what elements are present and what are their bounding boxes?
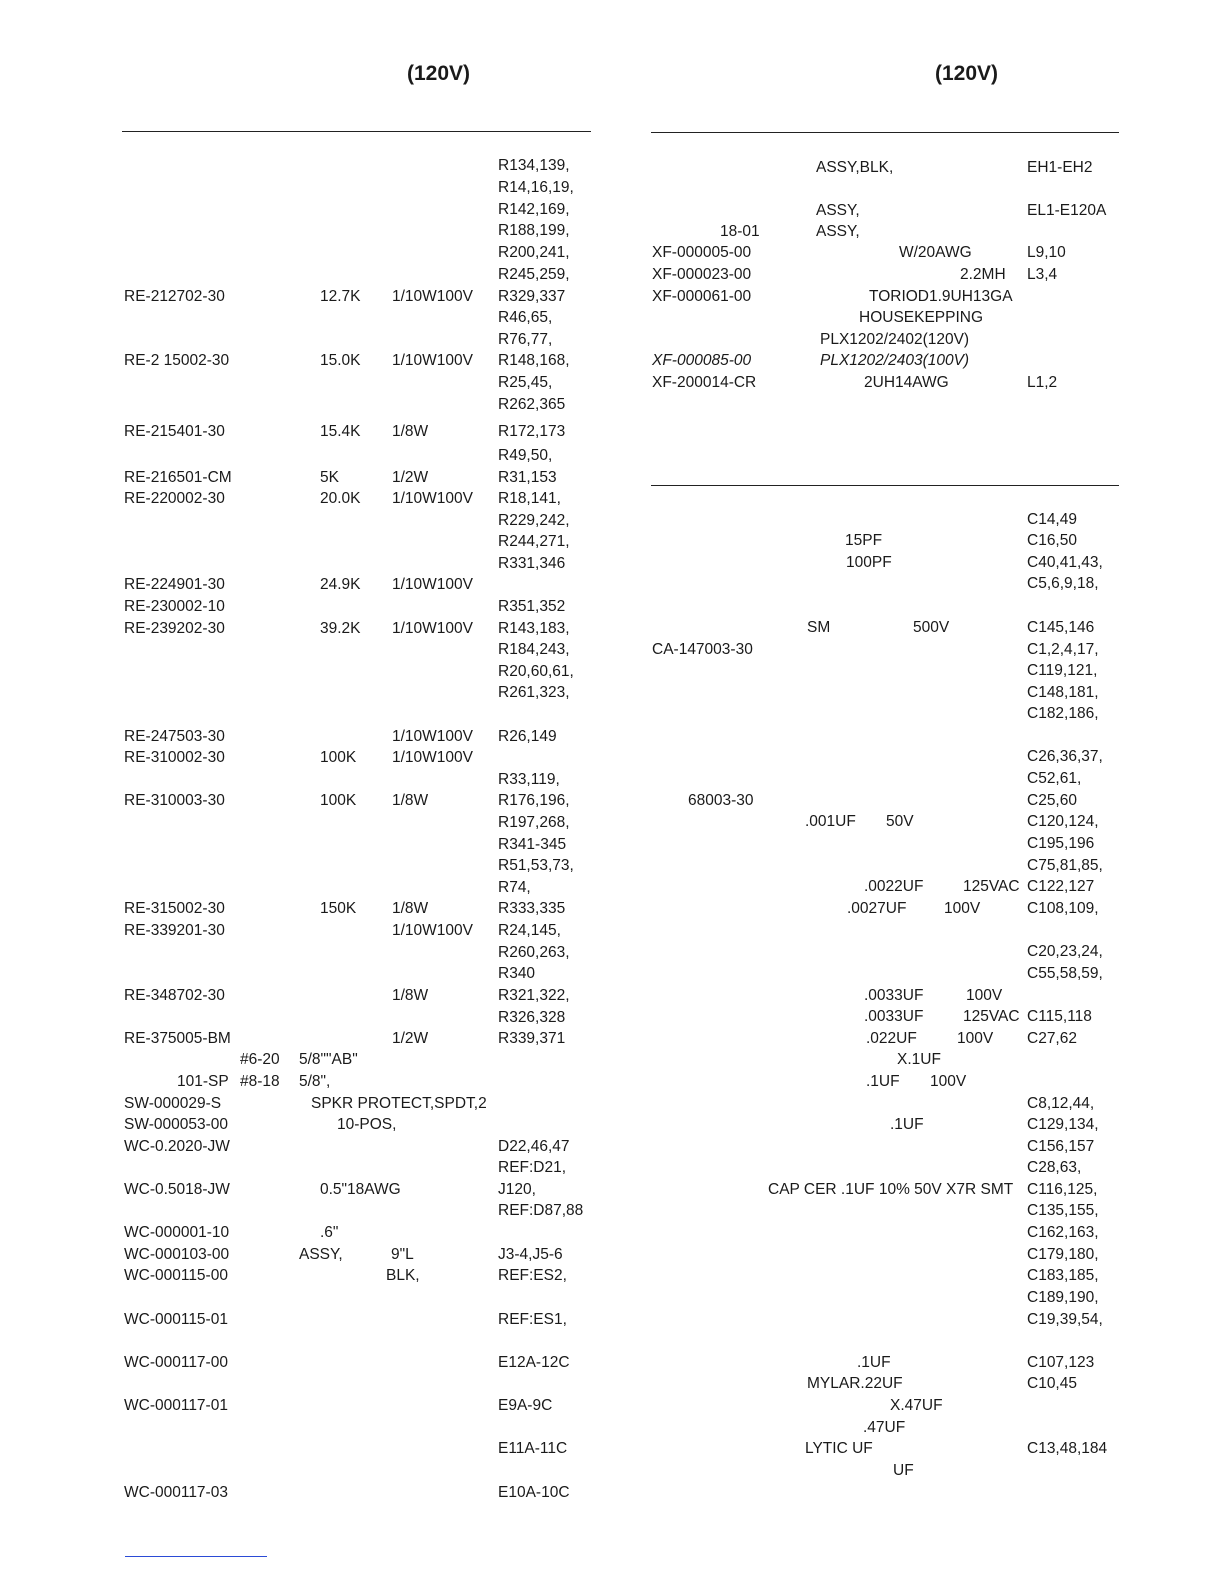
reference-designators: C115,118	[1027, 1008, 1092, 1025]
part-number: WC-000117-01	[124, 1397, 228, 1414]
item-description: 2.2MH	[960, 266, 1006, 283]
reference-designators: R329,337	[498, 288, 566, 305]
power-rating: 1/8W	[392, 987, 429, 1004]
item-text: SW-000053-00	[124, 1116, 228, 1133]
reference-designators: R142,169,	[498, 201, 570, 218]
part-number: 18-01	[720, 223, 760, 240]
reference-designators: R46,65,	[498, 309, 553, 326]
item-description: .47UF	[863, 1419, 906, 1436]
reference-designators: C27,62	[1027, 1030, 1077, 1047]
power-rating: 1/10W100V	[392, 922, 473, 939]
reference-designators: C16,50	[1027, 532, 1077, 549]
resistance-value: 100K	[320, 792, 357, 809]
reference-designators: C135,155,	[1027, 1202, 1099, 1219]
reference-designators: L1,2	[1027, 374, 1058, 391]
part-number: WC-000117-03	[124, 1484, 228, 1501]
reference-designators: D22,46,47	[498, 1138, 570, 1155]
voltage-rating: 125VAC	[963, 1008, 1020, 1025]
reference-designators: E11A-11C	[498, 1440, 568, 1457]
part-number: WC-000001-10	[124, 1224, 230, 1241]
power-rating: 1/10W100V	[392, 576, 473, 593]
power-rating: 1/8W	[392, 792, 429, 809]
reference-designators: C182,186,	[1027, 705, 1099, 722]
reference-designators: C129,134,	[1027, 1116, 1099, 1133]
reference-designators: EH1-EH2	[1027, 159, 1093, 176]
item-description-2: BLK,	[386, 1267, 420, 1284]
power-rating: 1/8W	[392, 423, 429, 440]
part-number: RE-2 15002-30	[124, 352, 230, 369]
part-number: RE-315002-30	[124, 900, 225, 917]
part-number: WC-0.5018-JW	[124, 1181, 230, 1198]
reference-designators: REF:D21,	[498, 1159, 567, 1176]
reference-designators: C179,180,	[1027, 1246, 1099, 1263]
reference-designators: C8,12,44,	[1027, 1095, 1095, 1112]
reference-designators: C183,185,	[1027, 1267, 1099, 1284]
power-rating: 1/8W	[392, 900, 429, 917]
part-number: RE-310002-30	[124, 749, 225, 766]
reference-designators: C162,163,	[1027, 1224, 1099, 1241]
reference-designators: R262,365	[498, 396, 566, 413]
voltage-rating: 50V	[886, 813, 914, 830]
item-description: .0022UF	[864, 878, 924, 895]
reference-designators: C122,127	[1027, 878, 1095, 895]
reference-designators: C26,36,37,	[1027, 748, 1103, 765]
reference-designators: R184,243,	[498, 641, 570, 658]
item-description: UF	[893, 1462, 914, 1479]
voltage-rating: 125VAC	[963, 878, 1020, 895]
reference-designators: R31,153	[498, 469, 557, 486]
resistance-value: 24.9K	[320, 576, 361, 593]
power-rating: 1/10W100V	[392, 620, 473, 637]
voltage-rating: 100V	[930, 1073, 967, 1090]
reference-designators: R51,53,73,	[498, 857, 574, 874]
reference-designators: R26,149	[498, 728, 557, 745]
item-description: .0027UF	[847, 900, 907, 917]
reference-designators: C19,39,54,	[1027, 1311, 1103, 1328]
voltage-rating: 100V	[957, 1030, 994, 1047]
reference-designators: C20,23,24,	[1027, 943, 1103, 960]
reference-designators: R200,241,	[498, 244, 570, 261]
item-description: CAP CER .1UF 10% 50V X7R SMT	[768, 1181, 1014, 1198]
part-number: CA-147003-30	[652, 641, 753, 658]
voltage-rating: 100V	[944, 900, 981, 917]
power-rating: 1/10W100V	[392, 728, 473, 745]
item-description: 0.5"18AWG	[320, 1181, 401, 1198]
reference-designators: R331,346	[498, 555, 566, 572]
reference-designators: R245,259,	[498, 266, 570, 283]
power-rating: 1/2W	[392, 469, 429, 486]
part-number: XF-000085-00	[652, 352, 752, 369]
part-number: RE-348702-30	[124, 987, 225, 1004]
reference-designators: R74,	[498, 879, 531, 896]
item-description: SM	[807, 619, 831, 636]
item-description: ASSY,	[816, 223, 860, 240]
item-description: .0033UF	[864, 987, 924, 1004]
resistance-value: 15.4K	[320, 423, 361, 440]
item-text: SPKR PROTECT,SPDT,2	[311, 1095, 487, 1112]
item-text: SW-000029-S	[124, 1095, 222, 1112]
reference-designators: R148,168,	[498, 352, 570, 369]
reference-designators: L9,10	[1027, 244, 1066, 261]
item-description: .1UF	[890, 1116, 924, 1133]
reference-designators: R261,323,	[498, 684, 570, 701]
item-text: 10-POS,	[337, 1116, 397, 1133]
reference-designators: J3-4,J5-6	[498, 1246, 563, 1263]
part-number: XF-000061-00	[652, 288, 752, 305]
power-rating: 1/10W100V	[392, 288, 473, 305]
power-rating: 1/2W	[392, 1030, 429, 1047]
reference-designators: REF:ES2,	[498, 1267, 567, 1284]
reference-designators: R134,139,	[498, 157, 570, 174]
reference-designators: R333,335	[498, 900, 566, 917]
reference-designators: R341-345	[498, 836, 567, 853]
reference-designators: C108,109,	[1027, 900, 1099, 917]
left-top-rule	[122, 131, 591, 132]
reference-designators: R176,196,	[498, 792, 570, 809]
item-description: .1UF	[866, 1073, 900, 1090]
reference-designators: C25,60	[1027, 792, 1077, 809]
reference-designators: R188,199,	[498, 222, 570, 239]
right-column-title: (120V)	[935, 62, 999, 85]
resistance-value: 15.0K	[320, 352, 361, 369]
resistance-value: 12.7K	[320, 288, 361, 305]
right-section-rule	[651, 485, 1119, 486]
part-number: RE-216501-CM	[124, 469, 232, 486]
item-description: X.47UF	[890, 1397, 943, 1414]
item-description: LYTIC UF	[805, 1440, 873, 1457]
reference-designators: R14,16,19,	[498, 179, 574, 196]
part-number: RE-375005-BM	[124, 1030, 231, 1047]
reference-designators: C40,41,43,	[1027, 554, 1103, 571]
resistance-value: 150K	[320, 900, 357, 917]
reference-designators: REF:ES1,	[498, 1311, 567, 1328]
item-description: .022UF	[866, 1030, 917, 1047]
item-description-2: 9"L	[391, 1246, 414, 1263]
reference-designators: C5,6,9,18,	[1027, 575, 1099, 592]
resistance-value: 20.0K	[320, 490, 361, 507]
part-number: RE-212702-30	[124, 288, 225, 305]
reference-designators: R197,268,	[498, 814, 570, 831]
reference-designators: R340	[498, 965, 536, 982]
item-description: ASSY,	[299, 1246, 343, 1263]
part-number: WC-000115-01	[124, 1311, 228, 1328]
part-number: WC-000117-00	[124, 1354, 228, 1371]
voltage-rating: 500V	[913, 619, 950, 636]
part-number: RE-310003-30	[124, 792, 225, 809]
part-number: RE-339201-30	[124, 922, 225, 939]
left-column-title: (120V)	[407, 62, 471, 85]
part-number: 68003-30	[688, 792, 754, 809]
part-number: XF-000005-00	[652, 244, 752, 261]
item-text: #8-18	[240, 1073, 280, 1090]
reference-designators: E12A-12C	[498, 1354, 570, 1371]
reference-designators: C55,58,59,	[1027, 965, 1103, 982]
reference-designators: R326,328	[498, 1009, 566, 1026]
reference-designators: E9A-9C	[498, 1397, 553, 1414]
footer-link-underline[interactable]	[125, 1556, 267, 1557]
reference-designators: R25,45,	[498, 374, 553, 391]
item-description: PLX1202/2402(120V)	[820, 331, 970, 348]
reference-designators: REF:D87,88	[498, 1202, 584, 1219]
reference-designators: R321,322,	[498, 987, 570, 1004]
reference-designators: R229,242,	[498, 512, 570, 529]
item-description: ASSY,	[816, 202, 860, 219]
reference-designators: C120,124,	[1027, 813, 1099, 830]
reference-designators: C52,61,	[1027, 770, 1082, 787]
item-description: .1UF	[857, 1354, 891, 1371]
part-number: RE-215401-30	[124, 423, 225, 440]
item-description: HOUSEKEPPING	[859, 309, 984, 326]
reference-designators: R76,77,	[498, 331, 553, 348]
part-number: XF-200014-CR	[652, 374, 757, 391]
part-number: WC-000115-00	[124, 1267, 228, 1284]
reference-designators: R339,371	[498, 1030, 566, 1047]
reference-designators: R49,50,	[498, 447, 553, 464]
reference-designators: R24,145,	[498, 922, 561, 939]
reference-designators: C156,157	[1027, 1138, 1095, 1155]
resistance-value: 39.2K	[320, 620, 361, 637]
reference-designators: J120,	[498, 1181, 536, 1198]
reference-designators: C148,181,	[1027, 684, 1099, 701]
item-description: .6"	[320, 1224, 339, 1241]
part-number: RE-220002-30	[124, 490, 225, 507]
reference-designators: R33,119,	[498, 771, 560, 788]
part-number: WC-0.2020-JW	[124, 1138, 230, 1155]
reference-designators: R20,60,61,	[498, 663, 574, 680]
item-description: 100PF	[846, 554, 892, 571]
reference-designators: R260,263,	[498, 944, 570, 961]
part-number: RE-224901-30	[124, 576, 225, 593]
reference-designators: C107,123	[1027, 1354, 1095, 1371]
reference-designators: C14,49	[1027, 511, 1077, 528]
reference-designators: C10,45	[1027, 1375, 1077, 1392]
item-description: .001UF	[805, 813, 856, 830]
item-description: 15PF	[845, 532, 883, 549]
part-number: RE-230002-10	[124, 598, 225, 615]
reference-designators: EL1-E120A	[1027, 202, 1107, 219]
part-number: XF-000023-00	[652, 266, 752, 283]
item-description: .0033UF	[864, 1008, 924, 1025]
reference-designators: E10A-10C	[498, 1484, 570, 1501]
reference-designators: C195,196	[1027, 835, 1095, 852]
power-rating: 1/10W100V	[392, 749, 473, 766]
item-description: X.1UF	[897, 1051, 941, 1068]
item-text: #6-20	[240, 1051, 280, 1068]
item-text: 101-SP	[177, 1073, 229, 1090]
part-number: WC-000103-00	[124, 1246, 230, 1263]
right-top-rule	[651, 132, 1119, 133]
reference-designators: R172,173	[498, 423, 566, 440]
item-description: 2UH14AWG	[864, 374, 949, 391]
power-rating: 1/10W100V	[392, 352, 473, 369]
reference-designators: R18,141,	[498, 490, 561, 507]
part-number: RE-239202-30	[124, 620, 225, 637]
reference-designators: R351,352	[498, 598, 566, 615]
reference-designators: C28,63,	[1027, 1159, 1082, 1176]
resistance-value: 100K	[320, 749, 357, 766]
item-description: W/20AWG	[899, 244, 972, 261]
item-text: 5/8""AB"	[299, 1051, 358, 1068]
reference-designators: C145,146	[1027, 619, 1095, 636]
item-description: PLX1202/2403(100V)	[820, 352, 970, 369]
reference-designators: C116,125,	[1027, 1181, 1098, 1198]
resistance-value: 5K	[320, 469, 339, 486]
reference-designators: R244,271,	[498, 533, 570, 550]
power-rating: 1/10W100V	[392, 490, 473, 507]
part-number: RE-247503-30	[124, 728, 225, 745]
reference-designators: R143,183,	[498, 620, 570, 637]
voltage-rating: 100V	[966, 987, 1003, 1004]
item-description: ASSY,BLK,	[816, 159, 894, 176]
reference-designators: C75,81,85,	[1027, 857, 1103, 874]
reference-designators: L3,4	[1027, 266, 1058, 283]
item-text: 5/8",	[299, 1073, 331, 1090]
reference-designators: C189,190,	[1027, 1289, 1099, 1306]
reference-designators: C119,121,	[1027, 662, 1098, 679]
reference-designators: C1,2,4,17,	[1027, 641, 1099, 658]
item-description: TORIOD1.9UH13GA	[869, 288, 1013, 305]
item-description: MYLAR.22UF	[807, 1375, 903, 1392]
reference-designators: C13,48,184	[1027, 1440, 1108, 1457]
